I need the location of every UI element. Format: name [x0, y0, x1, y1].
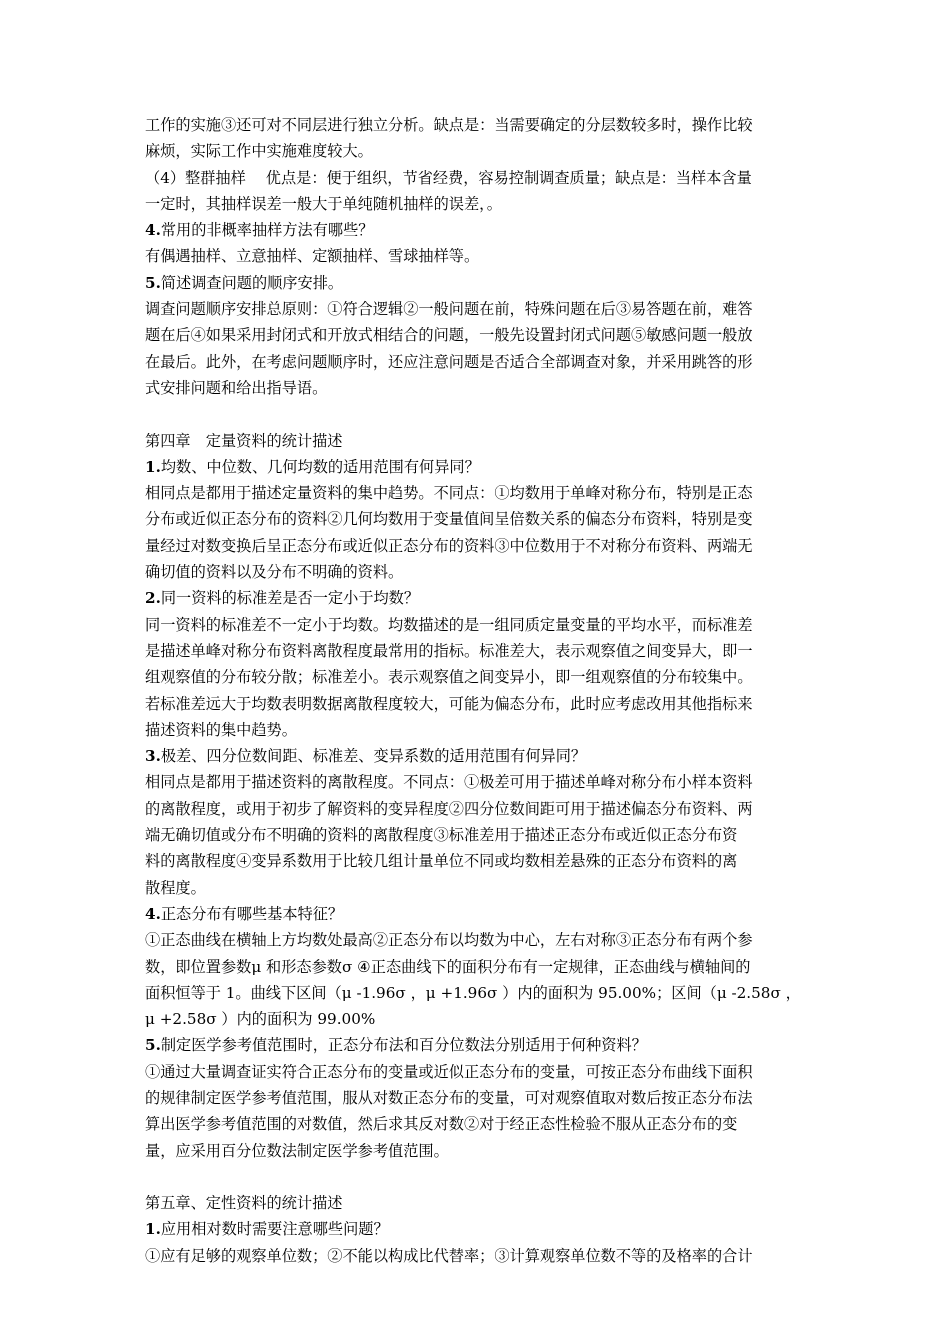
ch4-question-5: [145, 1032, 810, 1163]
answer-line: ①通过大量调查证实符合正态分布的变量或近似正态分布的变量，可按正态分布曲线下面积: [145, 1062, 753, 1081]
answer-line: 的规律制定医学参考值范围，服从对数正态分布的变量，可对观察值取对数后按正态分布法: [145, 1088, 753, 1107]
question-heading: [145, 585, 810, 611]
ch4-question-3: [145, 743, 810, 901]
answer-line: 有偶遇抽样、立意抽样、定额抽样、雪球抽样等。: [145, 247, 480, 266]
answer-line: 在最后。此外，在考虑问题顺序时，还应注意问题是否适合全部调查对象，并采用跳答的形: [145, 352, 753, 371]
question-number: 1.: [145, 457, 161, 476]
question-title: 制定医学参考值范围时，正态分布法和百分位数法分别适用于何种资料？: [160, 1036, 647, 1055]
answer-line: 题在后④如果采用封闭式和开放式相结合的问题，一般先设置封闭式问题⑤敏感问题一般放: [145, 326, 753, 345]
answer-line: μ +2.58σ ）内的面积为 99.00%: [145, 1010, 376, 1029]
answer-line: 料的离散程度④变异系数用于比较几组计量单位不同或均数相差悬殊的正态分布资料的离: [145, 852, 738, 871]
ch5-question-1: [145, 1216, 810, 1269]
answer-line: 同一资料的标准差不一定小于均数。均数描述的是一组同质定量变量的平均水平，而标准差: [145, 615, 753, 634]
question-title: 同一资料的标准差是否一定小于均数？: [160, 589, 420, 608]
question-title: 简述调查问题的顺序安排。: [160, 273, 344, 292]
answer-line: 的离散程度，或用于初步了解资料的变异程度②四分位数间距可用于描述偏态分布资料、两: [145, 799, 753, 818]
answer-line: 端无确切值或分布不明确的资料的离散程度③标准差用于描述正态分布或近似正态分布资: [145, 826, 738, 845]
question-number: 2.: [145, 589, 161, 608]
question-number: 4.: [145, 221, 161, 240]
question-title: 均数、中位数、几何均数的适用范围有何异同？: [160, 457, 480, 476]
answer-line: ①应有足够的观察单位数；②不能以构成比代替率；③计算观察单位数不等的及格率的合计: [145, 1246, 753, 1265]
question-heading: [145, 901, 810, 927]
question-number: 4.: [145, 904, 161, 923]
chapter-4: [145, 428, 810, 1164]
question-heading: [145, 217, 810, 243]
answer-line: 确切值的资料以及分布不明确的资料。: [145, 563, 404, 582]
text-line: 一定时，其抽样误差一般大于单纯随机抽样的误差，。: [145, 194, 502, 213]
blank-line: [145, 401, 810, 427]
answer-line: 描述资料的集中趋势。: [145, 720, 297, 739]
text-line: 麻烦，实际工作中实施难度较大。: [145, 142, 373, 161]
question-title: 正态分布有哪些基本特征？: [160, 904, 344, 923]
section-sampling-continued: [145, 112, 810, 217]
chapter-title: 第四章 定量资料的统计描述: [145, 431, 343, 450]
answer-line: 散程度。: [145, 878, 206, 897]
answer-line: ①正态曲线在横轴上方均数处最高②正态分布以均数为中心，左右对称③正态分布有两个参: [145, 931, 753, 950]
question-title: 应用相对数时需要注意哪些问题？: [160, 1220, 389, 1239]
answer-line: 若标准差远大于均数表明数据离散程度较大，可能为偏态分布，此时应考虑改用其他指标来: [145, 694, 753, 713]
question-heading: [145, 1032, 810, 1058]
question-number: 5.: [145, 273, 161, 292]
question-heading: [145, 743, 810, 769]
question-title: 常用的非概率抽样方法有哪些？: [160, 221, 374, 240]
text-line: （4）整群抽样 优点是：便于组织，节省经费，容易控制调查质量；缺点是：当样本含量: [145, 168, 752, 187]
ch4-question-4: [145, 901, 810, 1032]
question-heading: [145, 270, 810, 296]
text-line: 工作的实施③还可对不同层进行独立分析。缺点是：当需要确定的分层数较多时，操作比较: [145, 116, 753, 134]
blank-line: [145, 1164, 810, 1190]
answer-line: 面积恒等于 1。曲线下区间（μ -1.96σ ，μ +1.96σ ）内的面积为 95.00%；区间（μ -2.58σ ，: [145, 983, 801, 1002]
ch4-question-2: [145, 585, 810, 743]
question-heading: [145, 1216, 810, 1242]
answer-line: 调查问题顺序安排总原则：①符合逻辑②一般问题在前，特殊问题在后③易答题在前，难答: [145, 300, 753, 319]
answer-line: 量，应采用百分位数法制定医学参考值范围。: [145, 1141, 449, 1160]
answer-line: 式安排问题和给出指导语。: [145, 378, 328, 397]
question-5: [145, 270, 810, 401]
ch4-question-1: [145, 454, 810, 585]
answer-line: 数，即位置参数μ 和形态参数σ ④正态曲线下的面积分布有一定规律，正态曲线与横轴间的: [145, 957, 751, 976]
chapter-title: 第五章、定性资料的统计描述: [145, 1194, 343, 1213]
question-number: 3.: [145, 747, 161, 766]
question-number: 1.: [145, 1220, 161, 1239]
question-title: 极差、四分位数间距、标准差、变异系数的适用范围有何异同？: [160, 747, 587, 766]
answer-line: 量经过对数变换后呈正态分布或近似正态分布的资料③中位数用于不对称分布资料、两端无: [145, 536, 753, 555]
answer-line: 相同点是都用于描述资料的离散程度。不同点：①极差可用于描述单峰对称分布小样本资料: [145, 773, 753, 792]
answer-line: 分布或近似正态分布的资料②几何均数用于变量值间呈倍数关系的偏态分布资料，特别是变: [145, 510, 753, 529]
question-4: [145, 217, 810, 270]
answer-line: 组观察值的分布较分散；标准差小。表示观察值之间变异小，即一组观察值的分布较集中。: [145, 668, 753, 687]
question-heading: [145, 454, 810, 480]
answer-line: 算出医学参考值范围的对数值，然后求其反对数②对于经正态性检验不服从正态分布的变: [145, 1115, 738, 1134]
chapter-5: [145, 1190, 810, 1269]
question-number: 5.: [145, 1036, 161, 1055]
answer-line: 相同点是都用于描述定量资料的集中趋势。不同点：①均数用于单峰对称分布，特别是正态: [145, 484, 753, 503]
document-page: [145, 112, 810, 1269]
answer-line: 是描述单峰对称分布资料离散程度最常用的指标。标准差大，表示观察值之间变异大，即一: [145, 641, 753, 660]
